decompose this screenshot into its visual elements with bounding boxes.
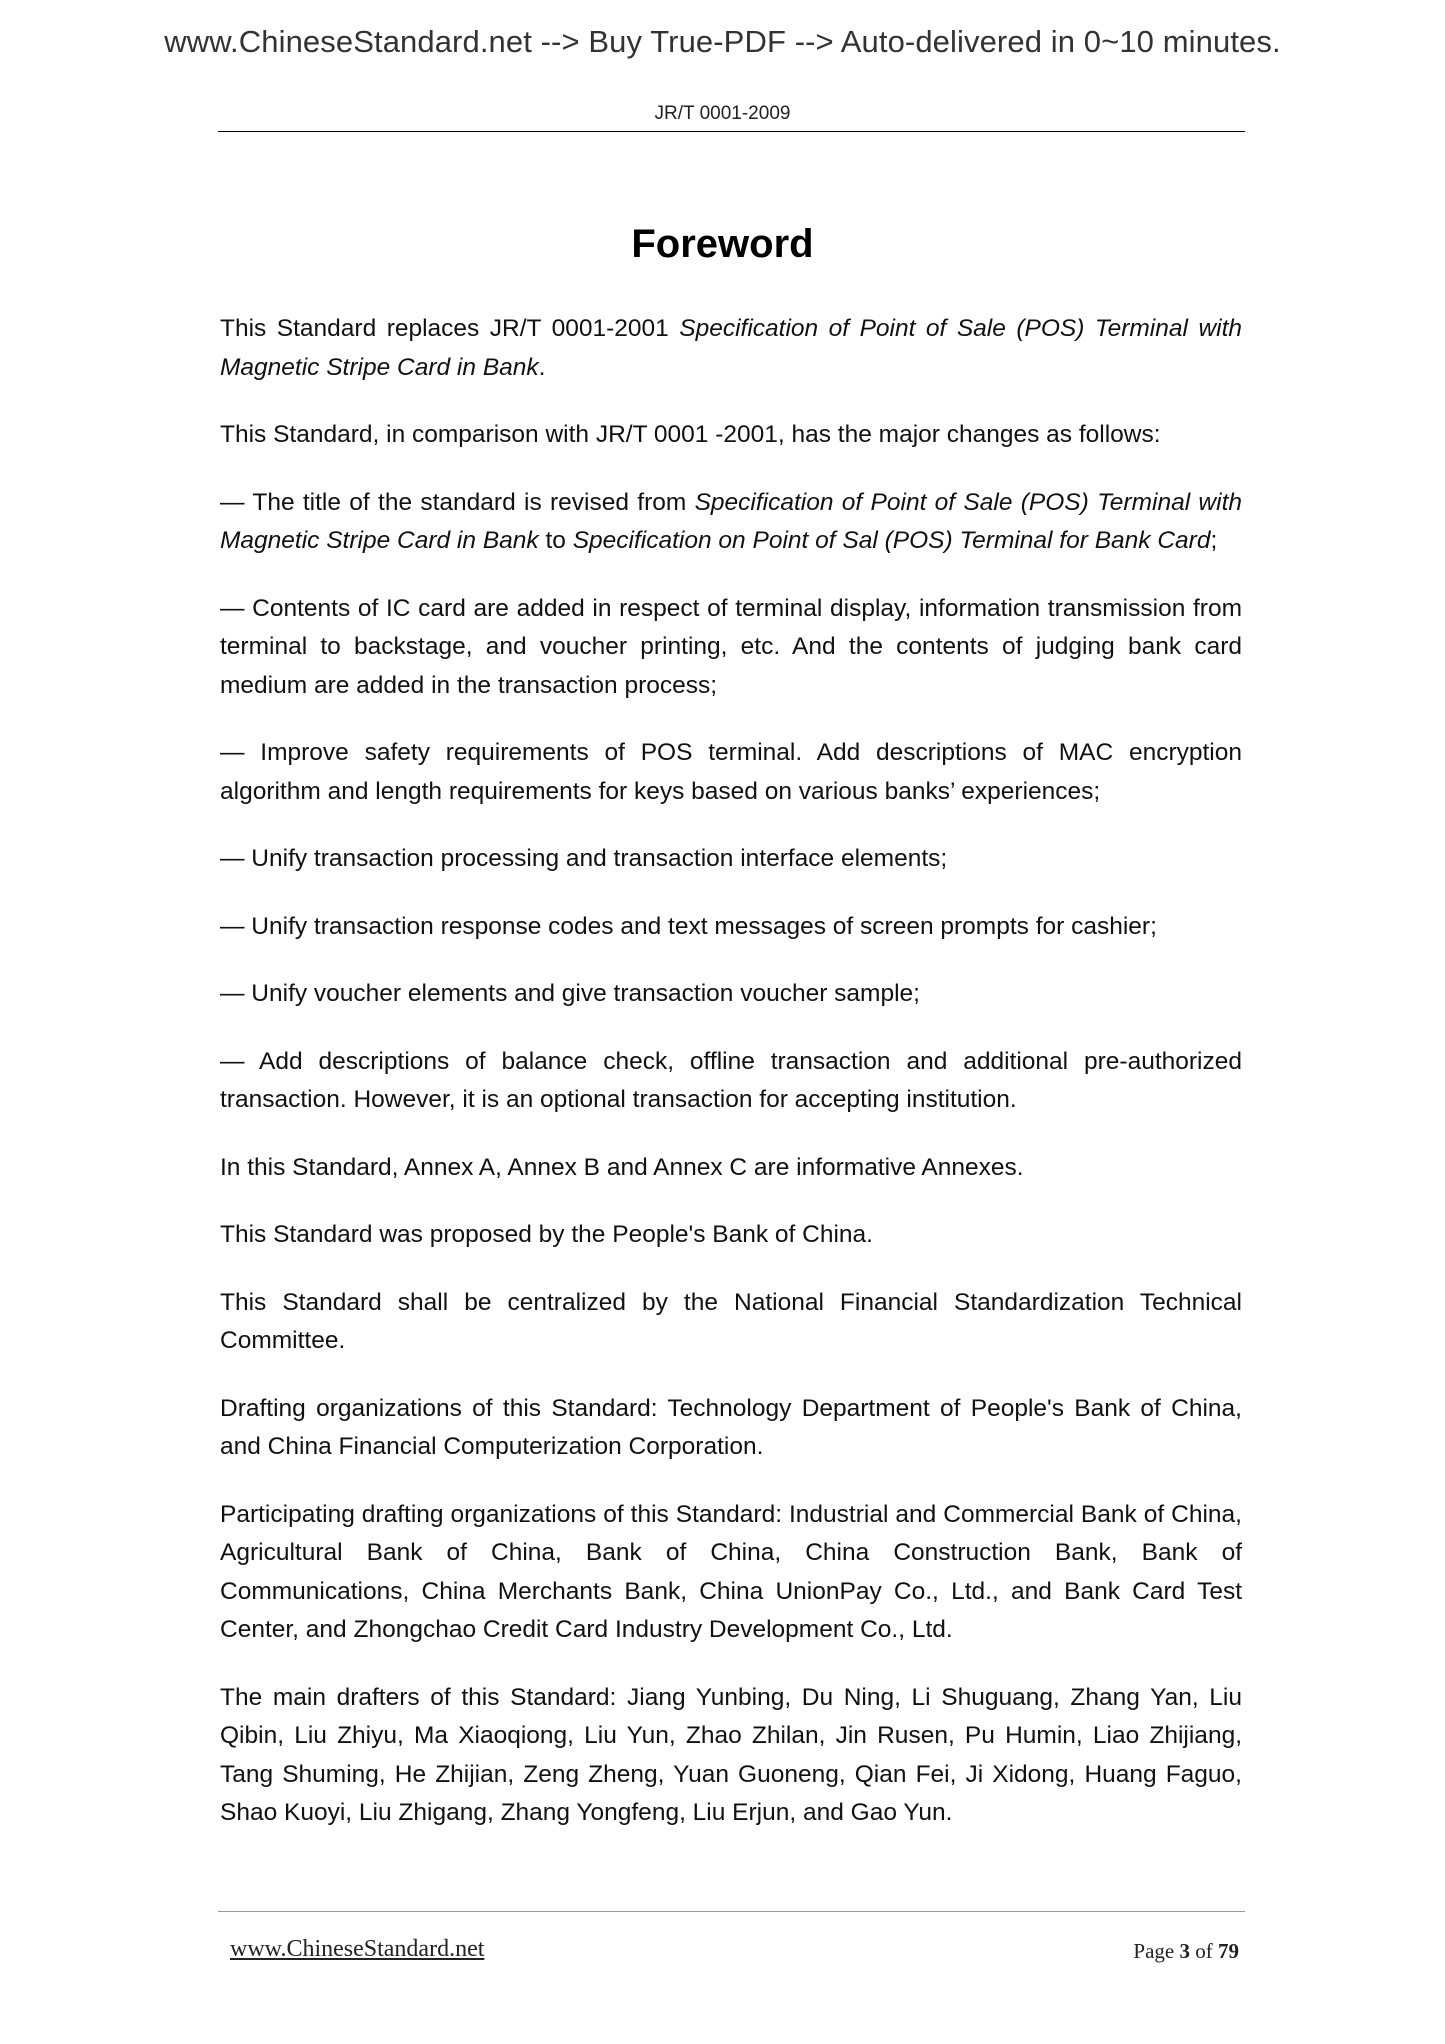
list-item-response-codes: — Unify transaction response codes and text messages of screen prompts for cashier;	[220, 912, 1157, 940]
paragraph-proposed-by: This Standard was proposed by the People's Bank of China.	[220, 1221, 873, 1248]
current-page: 3	[1179, 1939, 1190, 1963]
paragraph-text: .	[538, 353, 546, 381]
list-item-balance-check: — Add descriptions of balance check, offline transaction and additional pre-authorized transaction. However, it is an optional transaction for accepting institution.	[220, 1047, 1242, 1113]
page-title: Foreword	[631, 222, 814, 266]
list-item-voucher: — Unify voucher elements and give transaction voucher sample;	[220, 980, 920, 1007]
page-label: Page	[1133, 1939, 1180, 1963]
paragraph-text: This Standard replaces JR/T 0001-2001	[220, 315, 680, 342]
footer-website-link[interactable]: www.ChineseStandard.net	[230, 1936, 485, 1962]
paragraph-main-drafters: The main drafters of this Standard: Jiang Yunbing, Du Ning, Li Shuguang, Zhang Yan, Liu Qibin, Liu Zhiyu, Ma Xiaoqiong, Liu Yun, Zhao Zhilan, Jin Rusen, Pu Humin, Liao Zhijiang, Tang Shuming, He Zhijian, Zeng Zheng, Yuan Guoneng, Qian Fei, Ji Xidong, Huang Faguo, Shao Kuoyi, Liu Zhigang, Zhang Yongfeng, Liu Erjun, and Gao Yun.	[220, 1683, 1242, 1826]
paragraph-text: ;	[1210, 527, 1218, 554]
standard-code: JR/T 0001-2009	[654, 103, 791, 124]
paragraph-centralized-by: This Standard shall be centralized by the National Financial Standardization Technical Committee.	[220, 1288, 1242, 1354]
page-number	[1133, 1937, 1239, 1965]
paragraph-replaces	[220, 310, 1242, 387]
old-standard-title: Specification of Point of Sale (POS) Terminal with Magnetic Stripe Card in Bank	[220, 315, 1243, 381]
paragraph-annexes: In this Standard, Annex A, Annex B and Annex C are informative Annexes.	[220, 1153, 1024, 1181]
old-standard-title: Specification of Point of Sale (POS) Terminal with Magnetic Stripe Card in Bank	[220, 488, 1243, 554]
header-divider	[218, 131, 1245, 132]
total-pages: 79	[1218, 1939, 1239, 1963]
footer-divider	[218, 1911, 1245, 1912]
list-item-transaction-processing: — Unify transaction processing and transaction interface elements;	[220, 845, 948, 872]
list-item-title-revised	[220, 484, 1242, 561]
foreword-body	[220, 310, 1242, 1862]
paragraph-changes-intro: This Standard, in comparison with JR/T 0001 -2001, has the major changes as follows:	[220, 421, 1161, 448]
paragraph-text: — The title of the standard is revised from	[220, 488, 695, 516]
paragraph-text: to	[538, 527, 573, 554]
paragraph-participating-orgs: Participating drafting organizations of this Standard: Industrial and Commercial Bank of China, Agricultural Bank of China, Bank of China, China Construction Bank, Bank of Communications, China Merchants Bank, China UnionPay Co., Ltd., and Bank Card Test Center, and Zhongchao Credit Card Industry Development Co., Ltd.	[220, 1500, 1242, 1643]
list-item-ic-card: — Contents of IC card are added in respect of terminal display, information transmission from terminal to backstage, and voucher printing, etc. And the contents of judging bank card medium are added in the transaction process;	[220, 594, 1242, 699]
new-standard-title: Specification on Point of Sal (POS) Terminal for Bank Card	[572, 527, 1211, 554]
list-item-safety: — Improve safety requirements of POS terminal. Add descriptions of MAC encryption algorithm and length requirements for keys based on various banks’ experiences;	[220, 739, 1242, 805]
top-banner: www.ChineseStandard.net --> Buy True-PDF --> Auto-delivered in 0~10 minutes.	[164, 24, 1281, 59]
paragraph-drafting-orgs: Drafting organizations of this Standard: Technology Department of People's Bank of China, and China Financial Computerization Corporation.	[220, 1394, 1242, 1460]
page-of-label: of	[1190, 1939, 1218, 1963]
